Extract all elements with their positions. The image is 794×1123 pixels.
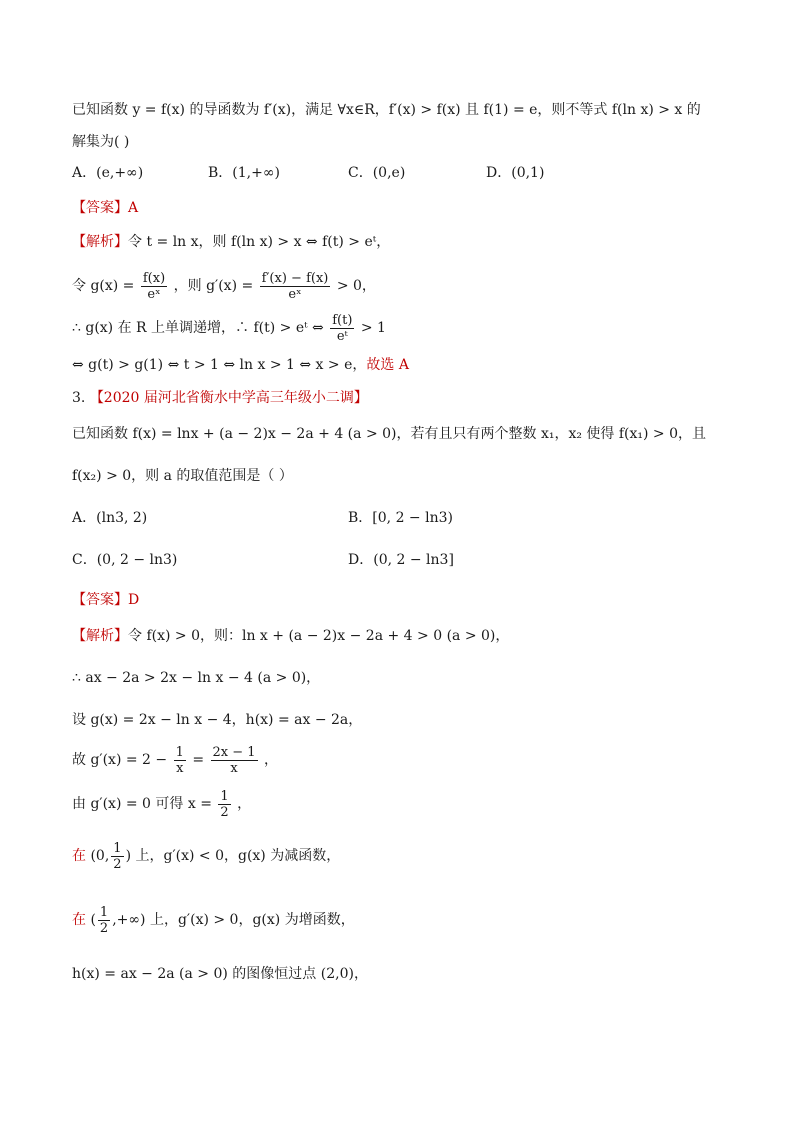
option-label: A． [72, 165, 97, 181]
denominator: eᵗ [336, 328, 348, 344]
denominator: eˣ [288, 286, 302, 302]
text: 上，g′(x) > 0，g(x) 为增函数， [149, 912, 355, 928]
denominator: 2 [220, 804, 229, 820]
q3-header [72, 388, 368, 408]
denominator: 2 [113, 856, 122, 872]
text: 令 g(x) = [72, 278, 135, 294]
option-value: (e,+∞) [96, 165, 144, 181]
q2-analysis-line2 [72, 268, 376, 304]
analysis-text: 令 t = ln x，则 f(ln x) > x ⇔ f(t) > eᵗ， [128, 234, 391, 250]
q3-option-b [348, 508, 453, 528]
interval-close: ) [125, 848, 132, 864]
interval-close: ,+∞) [112, 912, 146, 928]
option-value: (1,+∞) [232, 165, 280, 181]
fraction [211, 745, 258, 776]
numerator: f(x) [142, 270, 166, 286]
numerator: 1 [113, 840, 122, 856]
answer-value: A [128, 200, 139, 216]
question-number: 3. [72, 390, 86, 406]
text: > 0， [336, 278, 376, 294]
q3-answer [72, 590, 139, 610]
q2-stem-line2: 解集为( ) [72, 134, 130, 150]
fraction [260, 271, 331, 302]
text: 在 [72, 848, 86, 864]
denominator: eˣ [147, 286, 161, 302]
fraction [111, 841, 123, 872]
option-value: (0, 2 − ln3] [373, 552, 454, 568]
q2-analysis-line3 [72, 310, 386, 346]
option-label: C． [348, 165, 373, 181]
q3-analysis-line3: 设 g(x) = 2x − ln x − 4，h(x) = ax − 2a， [72, 712, 363, 728]
denominator: x [230, 760, 238, 776]
q3-analysis-line8: h(x) = ax − 2a (a > 0) 的图像恒过点 (2,0)， [72, 966, 368, 982]
q2-answer [72, 198, 138, 218]
option-value: [0, 2 − ln3) [372, 510, 453, 526]
denominator: 2 [99, 920, 109, 936]
option-label: D． [486, 165, 512, 181]
text: ⇔ g(t) > g(1) ⇔ t > 1 ⇔ ln x > 1 ⇔ x > e， [72, 357, 367, 373]
option-value: (0,e) [372, 165, 406, 181]
fraction [174, 745, 186, 776]
text: 故 g′(x) = 2 − [72, 752, 168, 768]
question-source: 【2020 届河北省衡水中学高三年级小二调】 [89, 390, 368, 406]
q3-option-c [72, 550, 177, 570]
text: 上，g′(x) < 0，g(x) 为减函数， [135, 848, 341, 864]
q2-option-b [208, 163, 280, 183]
conclusion: 故选 A [366, 357, 409, 373]
q2-option-c [348, 163, 405, 183]
answer-tag: 【答案】 [72, 200, 128, 216]
q3-option-a [72, 508, 147, 528]
text: ， [264, 752, 278, 768]
q3-analysis-line4 [72, 742, 278, 778]
q3-analysis-line7 [72, 902, 355, 938]
analysis-tag: 【解析】 [72, 628, 128, 644]
q3-analysis-line1 [72, 626, 509, 646]
denominator: x [176, 760, 184, 776]
text: ，则 g′(x) = [173, 278, 254, 294]
option-label: C． [72, 552, 97, 568]
q2-stem-line1: 已知函数 y = f(x) 的导函数为 f′(x)，满足 ∀x∈R，f′(x) > f(x) 且 f(1) = e，则不等式 f(ln x) > x 的 [72, 102, 701, 118]
q3-analysis-line2: ∴ ax − 2a > 2x − ln x − 4 (a > 0)， [72, 670, 321, 686]
q3-stem-line1: 已知函数 f(x) = lnx + (a − 2)x − 2a + 4 (a > 0)，若有且只有两个整数 x₁，x₂ 使得 f(x₁) > 0，且 [72, 426, 707, 442]
analysis-tag: 【解析】 [72, 234, 128, 250]
fraction [330, 313, 354, 344]
numerator: f′(x) − f(x) [261, 270, 329, 286]
option-label: D． [348, 552, 374, 568]
option-value: (ln3, 2) [96, 510, 148, 526]
q3-stem-line2: f(x₂) > 0，则 a 的取值范围是（ ） [72, 468, 293, 484]
interval-open: ( [90, 912, 96, 928]
option-value: (0, 2 − ln3) [96, 552, 178, 568]
fraction [141, 271, 167, 302]
numerator: 2x − 1 [212, 744, 256, 760]
numerator: f(t) [332, 312, 353, 328]
numerator: 1 [99, 904, 109, 920]
q2-analysis-line4 [72, 355, 409, 375]
answer-tag: 【答案】 [72, 592, 128, 608]
text: ∴ g(x) 在 R 上单调递增，∴ f(t) > eᵗ ⇔ [72, 320, 324, 336]
q3-analysis-line6 [72, 838, 340, 874]
fraction [98, 905, 110, 936]
q2-option-a [72, 163, 143, 183]
option-label: A． [72, 510, 97, 526]
q3-option-d [348, 550, 454, 570]
interval-open: (0, [90, 848, 110, 864]
text: ， [237, 796, 252, 812]
analysis-text: 令 f(x) > 0，则：ln x + (a − 2)x − 2a + 4 > 0 (a > 0)， [128, 628, 510, 644]
q2-option-d [486, 163, 544, 183]
text: > 1 [360, 320, 386, 336]
text: = [192, 752, 205, 768]
option-value: (0,1) [511, 165, 545, 181]
fraction [218, 789, 230, 820]
option-label: B． [208, 165, 233, 181]
answer-value: D [128, 592, 140, 608]
numerator: 1 [220, 788, 229, 804]
text: 在 [72, 912, 86, 928]
q3-analysis-line5 [72, 786, 251, 822]
option-label: B． [348, 510, 373, 526]
text: 由 g′(x) = 0 可得 x = [72, 796, 212, 812]
numerator: 1 [175, 744, 184, 760]
q2-analysis-line1 [72, 232, 390, 252]
